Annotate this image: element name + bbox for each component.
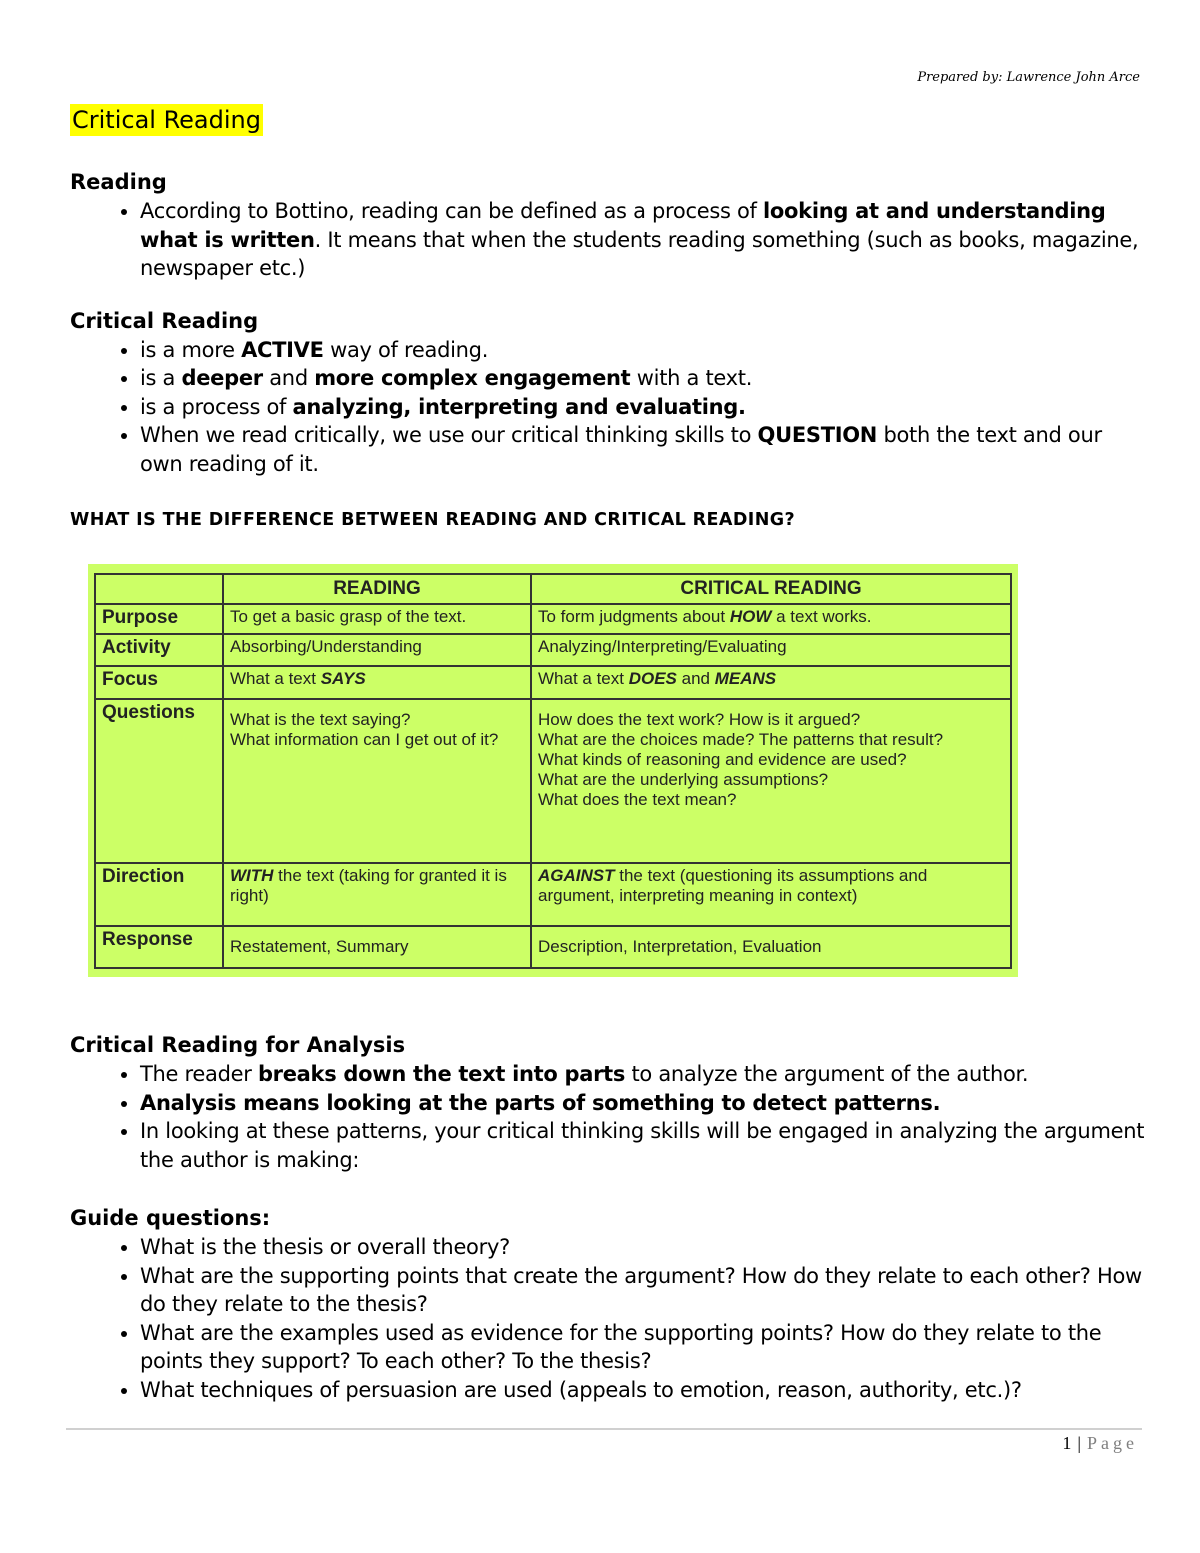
critical-reading-cell <box>531 634 1011 666</box>
cell-line-run: How does the text work? How is it argued? <box>538 709 861 729</box>
page-content <box>70 104 1145 1404</box>
list-item-run: is a <box>140 366 182 390</box>
list-item-run: What techniques of persuasion are used (appeals to emotion, reason, authority, etc.)? <box>140 1377 1022 1402</box>
cell-line-run: WITH <box>230 866 274 886</box>
list-item <box>140 336 1145 365</box>
cell-line-run: What are the underlying assumptions? <box>538 769 829 789</box>
list-item-run: analyzing, interpreting and evaluating. <box>292 394 746 419</box>
list-item <box>140 1117 1145 1174</box>
section-guide-questions <box>70 1204 1145 1404</box>
table-corner-cell <box>95 574 223 604</box>
section-heading-analysis: Critical Reading for Analysis <box>70 1033 406 1057</box>
cell-line-run: DOES <box>628 669 677 689</box>
list-item <box>140 197 1145 283</box>
cell-line <box>230 637 524 657</box>
section-heading-guide: Guide questions: <box>70 1206 271 1230</box>
cell-line-run: Description, Interpretation, Evaluation <box>538 936 822 956</box>
table-row <box>95 634 1011 666</box>
cell-line <box>230 866 524 906</box>
cell-line <box>538 710 1004 730</box>
cell-line-run: HOW <box>729 607 772 626</box>
list-item <box>140 1089 1145 1118</box>
page-footer <box>1062 1433 1138 1454</box>
cell-line-run: What does the text mean? <box>538 789 737 809</box>
table-row <box>95 604 1011 634</box>
guide-bullet-list <box>70 1233 1145 1404</box>
table-row <box>95 699 1011 864</box>
comparison-table <box>94 573 1012 969</box>
footer-divider <box>66 1428 1142 1430</box>
reading-cell <box>223 666 531 698</box>
critical-reading-bullet-list <box>70 336 1145 479</box>
analysis-bullet-list <box>70 1060 1145 1174</box>
list-item-run: is a process of <box>140 394 293 419</box>
list-item-run: QUESTION <box>757 423 878 447</box>
reading-cell <box>223 863 531 925</box>
row-label: Activity <box>95 634 223 666</box>
list-item-run: According to Bottino, reading can be defined as a process of <box>140 199 764 223</box>
reading-bullet-list <box>70 197 1145 283</box>
cell-line <box>538 750 1004 770</box>
list-item-run: What are the examples used as evidence for the supporting points? How do they relate to the points they support? To each other? To the thesis? <box>140 1320 1102 1373</box>
list-item <box>140 1233 1145 1262</box>
cell-line <box>230 730 524 750</box>
list-item <box>140 1319 1145 1376</box>
list-item-run: ACTIVE <box>241 337 324 362</box>
list-item-run: The reader <box>140 1062 258 1086</box>
cell-line <box>538 730 1004 750</box>
cell-line-run: What kinds of reasoning and evidence are used? <box>538 749 907 769</box>
cell-line-run: Analyzing/Interpreting/Evaluating <box>538 637 787 657</box>
prepared-by-note: Prepared by: Lawrence John Arce <box>917 70 1140 85</box>
column-header-critical-reading: CRITICAL READING <box>531 574 1011 604</box>
comparison-table-container <box>88 564 1018 977</box>
cell-line <box>538 607 1004 627</box>
table-row <box>95 926 1011 968</box>
difference-heading: WHAT IS THE DIFFERENCE BETWEEN READING AND CRITICAL READING? <box>70 510 796 530</box>
list-item <box>140 1262 1145 1319</box>
cell-line-run: SAYS <box>320 669 366 689</box>
list-item-run: deeper <box>181 366 263 390</box>
section-reading <box>70 168 1145 283</box>
critical-reading-cell <box>531 604 1011 634</box>
cell-line-run: a text works. <box>771 607 872 626</box>
list-item <box>140 393 1145 422</box>
list-item-run: . It means that when the students reading something (such as books, magazine, newspaper etc.) <box>140 227 1139 280</box>
page-title: Critical Reading <box>72 106 261 134</box>
row-label: Questions <box>95 699 223 864</box>
row-label: Response <box>95 926 223 968</box>
reading-cell <box>223 634 531 666</box>
cell-line-run: To form judgments about <box>538 607 730 626</box>
page-number: 1 <box>1062 1433 1072 1453</box>
list-item-run: both the text and our own reading of it. <box>140 423 1102 476</box>
cell-line <box>538 770 1004 790</box>
list-item-run: What is the thesis or overall theory? <box>140 1235 510 1259</box>
cell-line-run: What are the choices made? The patterns that result? <box>538 729 944 749</box>
critical-reading-cell <box>531 666 1011 698</box>
list-item <box>140 1060 1145 1089</box>
cell-line <box>230 607 524 627</box>
cell-line-run: and <box>676 669 715 689</box>
cell-line <box>538 637 1004 657</box>
cell-line-run: What a text <box>230 669 321 689</box>
list-item-run: breaks down the text into parts <box>257 1062 626 1086</box>
cell-line <box>230 710 524 730</box>
cell-line <box>538 669 1004 689</box>
reading-cell <box>223 604 531 634</box>
list-item-run: Analysis means looking at the parts of something to detect patterns. <box>140 1090 941 1115</box>
cell-line <box>230 937 524 957</box>
cell-line-run: AGAINST <box>538 866 615 886</box>
cell-line-run: To get a basic grasp of the text. <box>230 607 467 626</box>
critical-reading-cell <box>531 863 1011 925</box>
list-item <box>140 1376 1145 1405</box>
cell-line <box>538 937 1004 957</box>
cell-line-run: What information can I get out of it? <box>230 729 499 749</box>
footer-separator: | <box>1077 1433 1081 1453</box>
cell-line-run: Restatement, Summary <box>230 936 409 956</box>
table-row <box>95 666 1011 698</box>
list-item-run: with a text. <box>630 366 753 390</box>
list-item-run: and <box>262 366 315 390</box>
list-item <box>140 364 1145 393</box>
list-item-run: way of reading. <box>323 337 489 362</box>
section-heading-reading: Reading <box>70 170 167 194</box>
table-row <box>95 863 1011 925</box>
comparison-table-body <box>95 604 1011 968</box>
cell-line-run: the text (taking for granted it is right) <box>230 866 507 906</box>
list-item-run: When we read critically, we use our critical thinking skills to <box>140 423 758 447</box>
list-item-run: more complex engagement <box>314 366 631 390</box>
row-label: Direction <box>95 863 223 925</box>
cell-line-run: What is the text saying? <box>230 709 411 729</box>
cell-line-run: What a text <box>538 669 629 689</box>
reading-cell <box>223 926 531 968</box>
critical-reading-cell <box>531 699 1011 864</box>
cell-line <box>538 866 1004 906</box>
cell-line <box>538 790 1004 810</box>
list-item-run: In looking at these patterns, your critical thinking skills will be engaged in analyzing the argument the author is making: <box>140 1119 1145 1172</box>
section-heading-critical-reading: Critical Reading <box>70 308 259 333</box>
cell-line-run: the text (questioning its assumptions and argument, interpreting meaning in context) <box>538 866 928 906</box>
list-item-run: is a more <box>140 337 242 362</box>
critical-reading-cell <box>531 926 1011 968</box>
page-label: Page <box>1087 1433 1138 1453</box>
list-item-run: looking at and understanding what is written <box>140 199 1106 252</box>
list-item-run: to analyze the argument of the author. <box>625 1062 1029 1086</box>
table-header-row <box>95 574 1011 604</box>
cell-line-run: MEANS <box>714 669 777 689</box>
cell-line-run: Absorbing/Understanding <box>230 637 422 657</box>
section-critical-reading <box>70 307 1145 479</box>
list-item <box>140 421 1145 478</box>
row-label: Purpose <box>95 604 223 634</box>
row-label: Focus <box>95 666 223 698</box>
section-analysis <box>70 1031 1145 1174</box>
list-item-run: What are the supporting points that create the argument? How do they relate to each other? How do they relate to the thesis? <box>140 1263 1142 1316</box>
reading-cell <box>223 699 531 864</box>
cell-line <box>230 669 524 689</box>
column-header-reading: READING <box>223 574 531 604</box>
